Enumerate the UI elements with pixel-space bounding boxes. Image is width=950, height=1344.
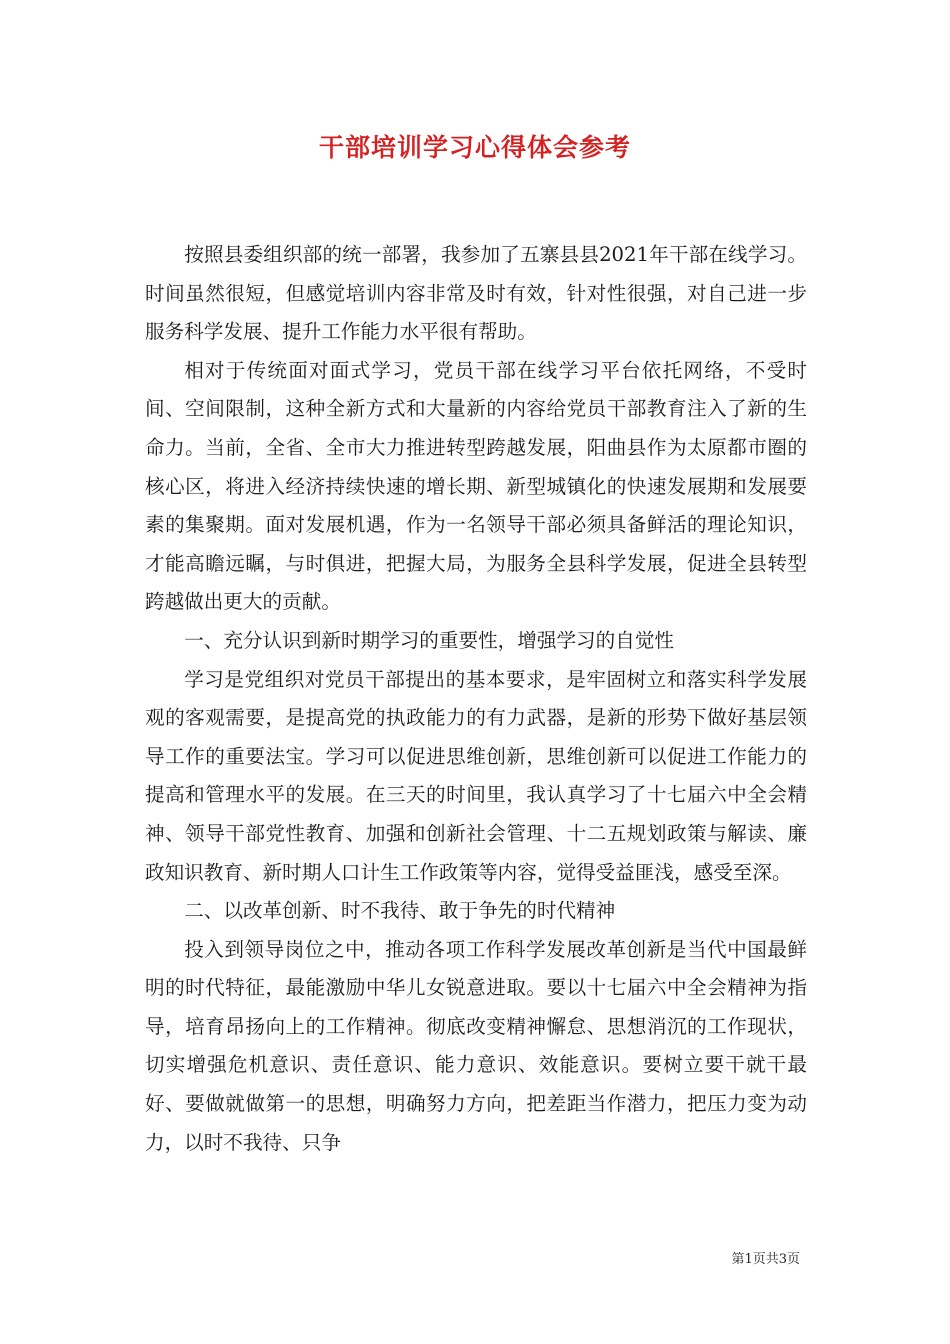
section-heading-2: 二、以改革创新、时不我待、敢于争先的时代精神 bbox=[184, 899, 616, 923]
document-title: 干部培训学习心得体会参考 bbox=[318, 133, 631, 162]
paragraph-4: 投入到领导岗位之中，推动各项工作科学发展改革创新是当代中国最鲜明的时代特征，最能激励中华儿女锐意进取。要以十七届六中全会精神为指导，培育昂扬向上的工作精神。彻底改变精神懈怠、思想消沉的工作现状，切实增强危机意识、责任意识、能力意识、效能意识。要树立要干就干最好、要做就做第一的思想，明确努力方向，把差距当作潜力，把压力变为动力，以时不我待、只争 bbox=[145, 937, 807, 1154]
paragraph-3: 学习是党组织对党员干部提出的基本要求，是牢固树立和落实科学发展观的客观需要，是提高党的执政能力的有力武器，是新的形势下做好基层领导工作的重要法宝。学习可以促进思维创新，思维创新可以促进工作能力的提高和管理水平的发展。在三天的时间里，我认真学习了十七届六中全会精神、领导干部党性教育、加强和创新社会管理、十二五规划政策与解读、廉政知识教育、新时期人口计生工作政策等内容，觉得受益匪浅，感受至深。 bbox=[145, 667, 807, 884]
paragraph-2: 相对于传统面对面式学习，党员干部在线学习平台依托网络，不受时间、空间限制，这种全新方式和大量新的内容给党员干部教育注入了新的生命力。当前，全省、全市大力推进转型跨越发展，阳曲县作为太原都市圈的核心区，将进入经济持续快速的增长期、新型城镇化的快速发展期和发展要素的集聚期。面对发展机遇，作为一名领导干部必须具备鲜活的理论知识，才能高瞻远瞩，与时俱进，把握大局，为服务全县科学发展，促进全县转型跨越做出更大的贡献。 bbox=[145, 358, 807, 614]
paragraph-1: 按照县委组织部的统一部署，我参加了五寨县县2021年干部在线学习。时间虽然很短，但感觉培训内容非常及时有效，针对性很强，对自己进一步服务科学发展、提升工作能力水平很有帮助。 bbox=[145, 243, 807, 344]
document-body bbox=[145, 236, 807, 1162]
page-number: 第1页共3页 bbox=[731, 1252, 800, 1267]
section-heading-1: 一、充分认识到新时期学习的重要性，增强学习的自觉性 bbox=[184, 628, 675, 652]
